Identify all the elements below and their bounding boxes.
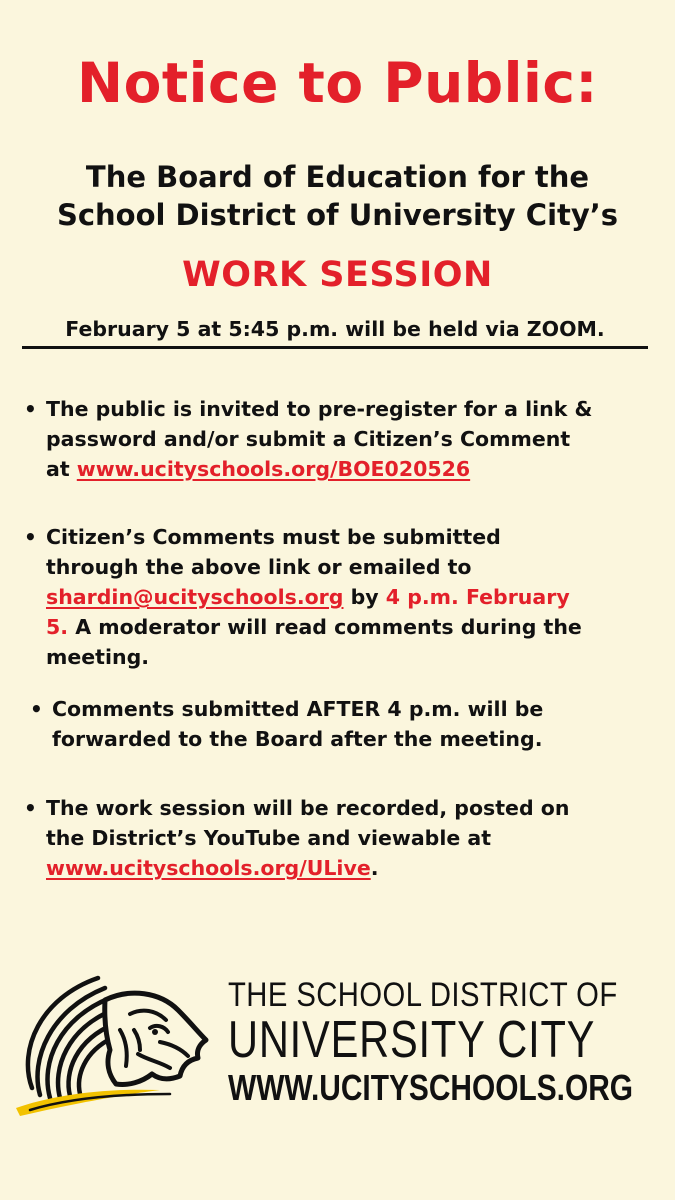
end-punctuation: . xyxy=(370,856,379,880)
boe-registration-link[interactable]: www.ucityschools.org/BOE020526 xyxy=(76,457,471,481)
notice-headline: Notice to Public: xyxy=(77,51,598,115)
ulive-link[interactable]: www.ucityschools.org/ULive xyxy=(46,856,371,880)
bullet-line xyxy=(46,853,660,883)
email-link[interactable]: shardin@ucityschools.org xyxy=(46,585,344,609)
bullet-line: password and/or submit a Citizen’s Comment xyxy=(46,427,571,451)
bullet-after-deadline xyxy=(26,694,666,754)
lion-head-icon xyxy=(10,970,215,1120)
bullet-line: Citizen’s Comments must be submitted xyxy=(46,525,501,549)
subhead-line-1: The Board of Education for the xyxy=(85,160,590,194)
bullet-citizen-comments xyxy=(20,522,660,672)
bullet-line xyxy=(46,582,660,612)
bullet-text xyxy=(52,694,666,754)
district-name-main: UNIVERSITY CITY xyxy=(228,1011,596,1069)
by-text: by xyxy=(343,585,386,609)
bullet-text xyxy=(46,394,660,484)
moderator-text: A moderator will read comments during the xyxy=(68,615,582,639)
bullet-dot: • xyxy=(24,525,37,549)
meeting-date-line: February 5 at 5:45 p.m. will be held via ZOOM. xyxy=(22,314,648,349)
bullet-line: meeting. xyxy=(46,645,150,669)
bullet-line: the District’s YouTube and viewable at xyxy=(46,826,492,850)
session-title: WORK SESSION xyxy=(182,255,493,295)
deadline-text: 4 p.m. February xyxy=(385,585,570,609)
bullet-line: forwarded to the Board after the meeting. xyxy=(52,727,543,751)
subhead-line-2: School District of University City’s xyxy=(56,198,619,232)
bullet-recording xyxy=(20,793,660,883)
bullet-line: The work session will be recorded, posted on xyxy=(46,796,570,820)
bullet-line xyxy=(46,612,660,642)
district-website: WWW.UCITYSCHOOLS.ORG xyxy=(228,1067,634,1108)
deadline-text-continued: 5. xyxy=(46,615,69,639)
bullet-preregister xyxy=(20,394,660,484)
bullet-text xyxy=(46,522,660,672)
bullet-line-prefix: at xyxy=(46,457,77,481)
bullet-line xyxy=(46,454,660,484)
bullet-line: The public is invited to pre-register for a link & xyxy=(46,397,593,421)
bullet-dot: • xyxy=(24,796,37,820)
bullet-text xyxy=(46,793,660,883)
district-name-top: THE SCHOOL DISTRICT OF xyxy=(228,976,618,1014)
bullet-dot: • xyxy=(30,697,43,721)
bullet-line: Comments submitted AFTER 4 p.m. will be xyxy=(52,697,544,721)
bullet-dot: • xyxy=(24,397,37,421)
bullet-line: through the above link or emailed to xyxy=(46,555,472,579)
board-subhead xyxy=(0,158,675,234)
